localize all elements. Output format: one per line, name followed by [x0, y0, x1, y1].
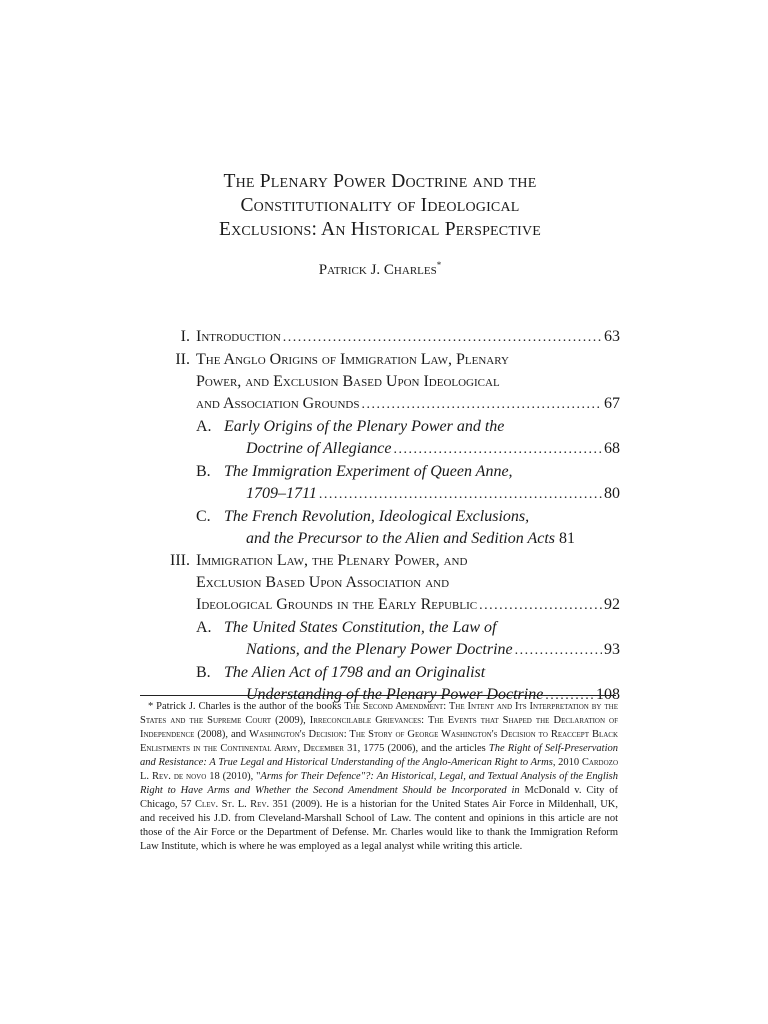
- toc-subentry: [150, 461, 620, 483]
- footnote-run: * Patrick J. Charles is the author of the books: [148, 701, 345, 712]
- author-footnote: [140, 700, 618, 854]
- title-line-2: Constitutionality of Ideological: [240, 195, 520, 216]
- toc-subsection-title-line: The Alien Act of 1798 and an Originalist: [224, 664, 486, 681]
- toc-subentry: [150, 617, 620, 639]
- toc-page-number: 108: [596, 686, 620, 703]
- toc-subsection-title-line: and the Precursor to the Alien and Sedition Acts: [246, 530, 555, 547]
- journal-citation: Cardozo L. Rev. de novo: [140, 757, 618, 782]
- toc-section-title-line: and Association Grounds: [196, 395, 360, 412]
- toc-page-number: 68: [604, 440, 620, 457]
- footnote-run: (2009),: [271, 715, 310, 726]
- toc-page-number: 92: [604, 596, 620, 613]
- toc-subsection-title-line: Nations, and the Plenary Power Doctrine: [246, 641, 513, 658]
- dot-leader: [319, 484, 602, 506]
- table-of-contents: [150, 326, 620, 707]
- toc-subsection-title-line: The Immigration Experiment of Queen Anne,: [224, 463, 513, 480]
- toc-page-number: 93: [604, 641, 620, 658]
- article-title-citation: The Right of Self-Preservation and Resistance: A True Legal and Historical Understanding of the Anglo-American Right to Arms: [140, 743, 618, 768]
- toc-section-title-line: Ideological Grounds in the Early Republic: [196, 596, 478, 613]
- toc-subentry: [150, 662, 620, 684]
- author-byline: [150, 260, 610, 279]
- book-title: Washington's Decision: The Story of George Washington's Decision to Reaccept Black Enlistments in the Continental Army, December 31, 1775: [140, 729, 618, 754]
- footnote-run: McDonald v. City of Chicago, 57: [140, 785, 618, 810]
- toc-entry-section-2: [150, 349, 620, 371]
- toc-subsection-title-line: 1709–1711: [246, 485, 317, 502]
- footnote-divider: [140, 695, 616, 696]
- toc-subentry: [150, 506, 620, 528]
- toc-subsection-letter: A.: [196, 619, 212, 636]
- toc-subsection-letter: C.: [196, 508, 211, 525]
- dot-leader: [393, 439, 602, 461]
- toc-subsection-title-line: The French Revolution, Ideological Exclusions,: [224, 508, 530, 525]
- toc-section-title-line: Immigration Law, the Plenary Power, and: [196, 552, 468, 569]
- toc-section-title-line: The Anglo Origins of Immigration Law, Plenary: [196, 351, 509, 368]
- toc-subsection-title-line: The United States Constitution, the Law of: [224, 619, 497, 636]
- title-line-1: The Plenary Power Doctrine and the: [223, 171, 537, 192]
- toc-page-number: 67: [604, 395, 620, 412]
- footnote-run: 18 (2010), ": [206, 771, 261, 782]
- title-line-3: Exclusions: An Historical Perspective: [218, 219, 542, 240]
- toc-section-title: Introduction: [196, 328, 281, 345]
- footnote-text: [140, 700, 618, 854]
- toc-section-number: III.: [170, 552, 190, 569]
- toc-page-number: 80: [604, 485, 620, 502]
- toc-page-number: 81: [559, 530, 575, 547]
- book-title: Irreconcilable Grievances: The Events that Shaped the Declaration of Independence: [140, 715, 618, 740]
- toc-subsection-letter: A.: [196, 418, 212, 435]
- toc-subsection-title-line: Understanding of the Plenary Power Doctrine: [246, 686, 544, 703]
- footnote-run: (2006), and the articles: [384, 743, 489, 754]
- journal-citation: Clev. St. L. Rev.: [194, 799, 270, 810]
- footnote-run: 351 (2009). He is a historian for the United States Air Force in Mildenhall, UK, and received his J.D. from Cleveland-Marshall School of Law. The content and opinions in this article are not those of the Air Force or the Department of Defense. Mr. Charles would like to thank the Immigration Reform Law Institute, which is where he was employed as a legal analyst while writing this article.: [140, 799, 618, 852]
- dot-leader: [361, 394, 602, 416]
- toc-section-number: II.: [175, 351, 190, 368]
- dot-leader: [283, 327, 602, 349]
- article-title: [150, 170, 610, 242]
- toc-page-number: 63: [604, 328, 620, 345]
- toc-subsection-letter: B.: [196, 664, 211, 681]
- toc-entry-introduction: [150, 326, 620, 349]
- toc-subentry: [150, 416, 620, 438]
- footnote-run: , 2010: [552, 757, 582, 768]
- toc-entry-section-3: [150, 550, 620, 572]
- dot-leader: [479, 595, 602, 617]
- toc-subsection-title-line: Doctrine of Allegiance: [246, 440, 392, 457]
- toc-section-number: I.: [180, 328, 190, 345]
- article-title-citation: Arms for Their Defence"?: An Historical, Legal, and Textual Analysis of the English Right to Have Arms and Whether the Second Amendment Should be Incorporated in: [140, 771, 619, 796]
- toc-section-title-line: Power, and Exclusion Based Upon Ideological: [196, 373, 500, 390]
- author-name: Patrick J. Charles: [318, 262, 437, 278]
- footnote-run: (2008), and: [194, 729, 250, 740]
- toc-subsection-letter: B.: [196, 463, 211, 480]
- toc-section-title-line: Exclusion Based Upon Association and: [196, 574, 450, 591]
- toc-subsection-title-line: Early Origins of the Plenary Power and the: [224, 418, 505, 435]
- dot-leader: [515, 640, 602, 662]
- author-footnote-mark: *: [436, 260, 442, 270]
- book-title: The Second Amendment: The Intent and Its Interpretation by the States and the Supreme Court: [140, 701, 619, 726]
